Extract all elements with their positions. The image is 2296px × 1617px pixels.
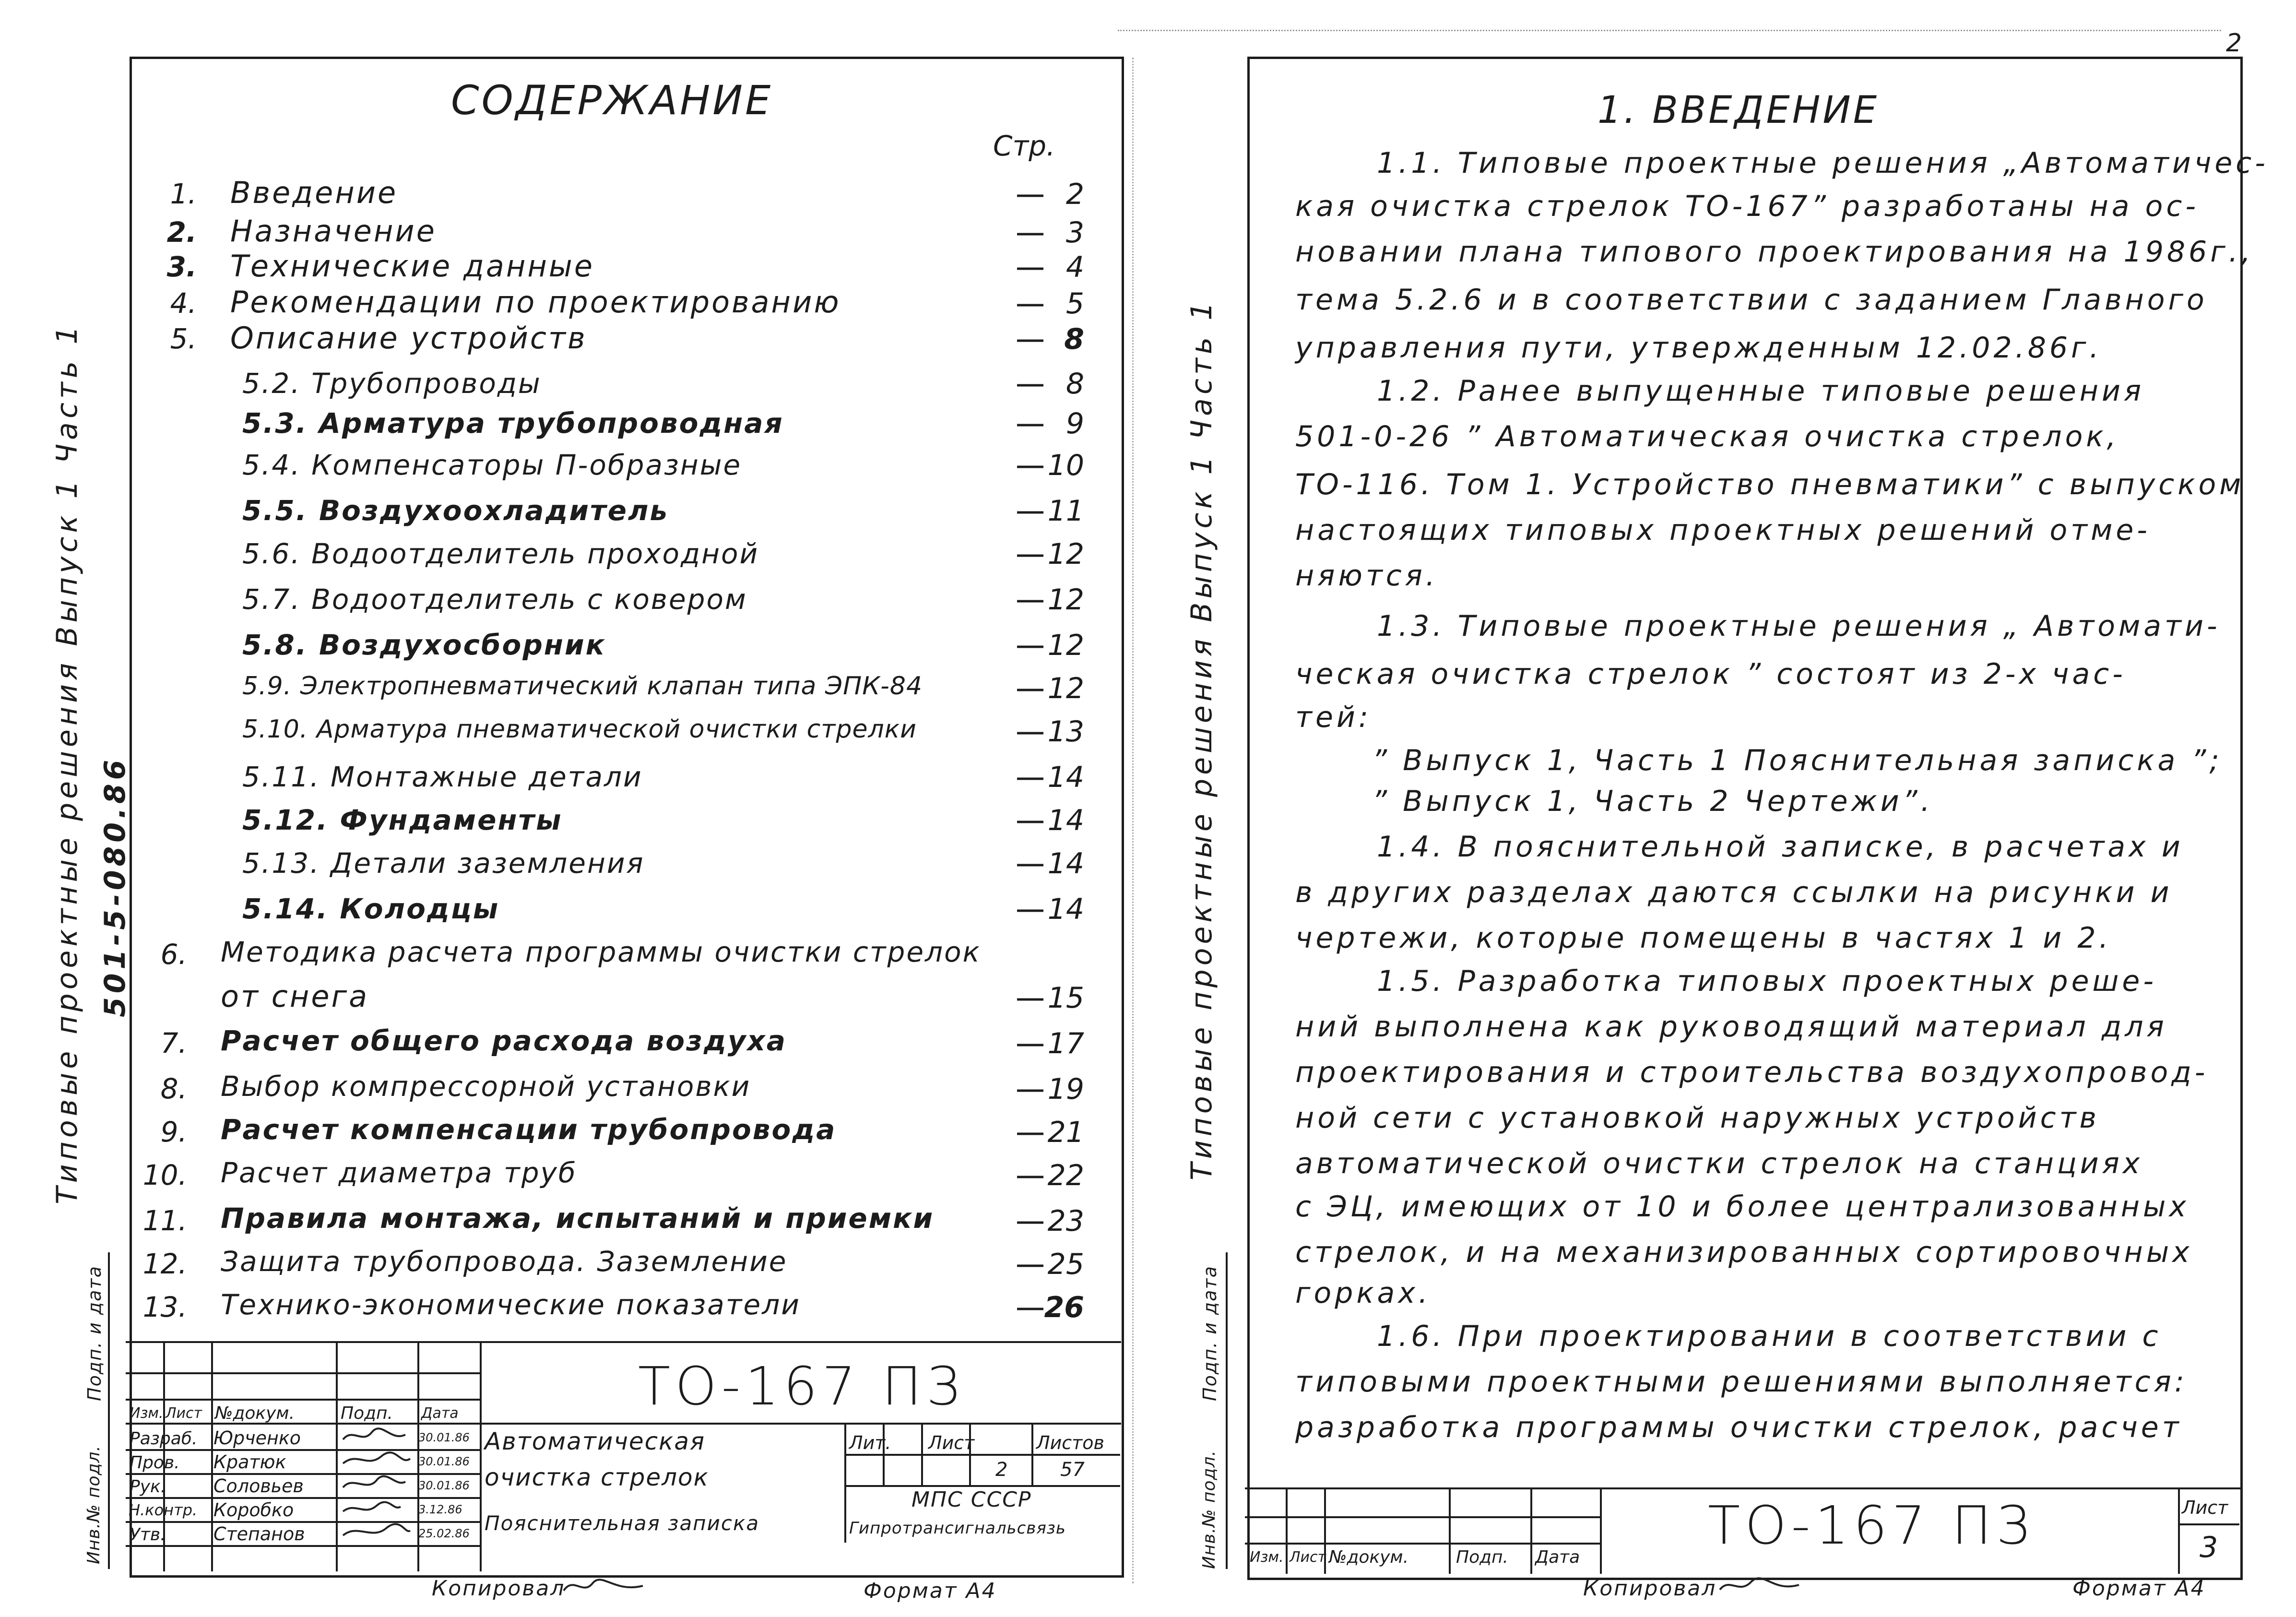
text-line: 501-0-26 ” Автоматическая очистка стрелок, xyxy=(1295,420,2119,453)
text-line: настоящих типовых проектных решений отме- xyxy=(1295,513,2151,547)
toc-text: 5.7. Водоотделитель с ковером xyxy=(242,583,747,616)
text-line: 1.5. Разработка типовых проектных реше- xyxy=(1377,964,2157,998)
toc-text: Расчет общего расхода воздуха xyxy=(221,1024,787,1057)
toc-title: СОДЕРЖАНИЕ xyxy=(451,77,773,124)
right-heading: 1. ВВЕДЕНИЕ xyxy=(1598,89,1880,132)
toc-text: Методика расчета программы очистки стрелок xyxy=(221,936,981,968)
toc-page: 23 xyxy=(1047,1204,1084,1238)
signature-scribbles xyxy=(338,1425,415,1545)
toc-num: 6. xyxy=(160,938,187,971)
text-line: 1.2. Ранее выпущенные типовые решения xyxy=(1377,374,2145,408)
text-line: тей: xyxy=(1295,701,1372,734)
toc-page: 8 xyxy=(1065,367,1084,401)
stamp-strip-bottom: Инв.№ подл. xyxy=(84,1445,104,1564)
left-footer-copied: Копировал xyxy=(432,1576,566,1601)
text-line: автоматической очистки стрелок на станциях xyxy=(1295,1147,2143,1180)
stamp-date: 30.01.86 xyxy=(418,1479,470,1492)
stamp-sheet-label: Лист xyxy=(928,1432,975,1453)
toc-text: Введение xyxy=(230,175,398,210)
toc-num: 10. xyxy=(142,1159,187,1191)
right-stamp-col-date: Дата xyxy=(1535,1547,1580,1567)
right-stamp-doc-code: ТО-167 ПЗ xyxy=(1708,1495,2035,1556)
right-footer-format: Формат А4 xyxy=(2072,1576,2206,1601)
stamp-role: Рук. xyxy=(130,1477,166,1497)
toc-text: 5.13. Детали заземления xyxy=(242,847,645,880)
toc-page: 19 xyxy=(1047,1072,1084,1106)
stamp-role: Пров. xyxy=(130,1453,180,1473)
toc-text: Правила монтажа, испытаний и приемки xyxy=(221,1202,935,1235)
toc-text: Описание устройств xyxy=(230,321,587,356)
toc-page: 11 xyxy=(1047,494,1084,528)
text-line: 1.3. Типовые проектные решения „ Автомати- xyxy=(1377,609,2221,643)
text-line: новании плана типового проектирования на 1986г., xyxy=(1295,235,2254,269)
toc-page: 12 xyxy=(1047,537,1084,571)
toc-page: 5 xyxy=(1065,287,1084,321)
toc-page: 3 xyxy=(1065,216,1084,250)
toc-num: 11. xyxy=(142,1204,187,1237)
text-line: с ЭЦ, имеющих от 10 и более централизованных xyxy=(1295,1190,2189,1224)
toc-text: 5.11. Монтажные детали xyxy=(242,761,643,793)
toc-num: 3. xyxy=(166,250,197,283)
stamp-sheets-label: Листов xyxy=(1036,1432,1104,1453)
toc-text: от снега xyxy=(221,979,369,1014)
toc-text: Технические данные xyxy=(230,249,595,284)
text-line: 1.4. В пояснительной записке, в расчетах и xyxy=(1377,830,2184,864)
left-side-series: 501-5-080.86 xyxy=(98,756,132,1017)
left-footer-format: Формат А4 xyxy=(864,1579,997,1603)
text-line: ” Выпуск 1, Часть 2 Чертежи”. xyxy=(1372,785,1933,818)
toc-page: 21 xyxy=(1047,1116,1084,1149)
stamp-role: Н.контр. xyxy=(129,1501,198,1519)
toc-num: 5. xyxy=(170,322,197,355)
toc-page: 14 xyxy=(1047,761,1084,794)
stamp-title-2: очистка стрелок xyxy=(485,1463,709,1491)
toc-page: 25 xyxy=(1047,1248,1084,1281)
copyist-signature xyxy=(561,1571,648,1600)
right-footer-copied: Копировал xyxy=(1583,1576,1717,1601)
stamp-role: Разраб. xyxy=(130,1429,198,1449)
right-side-label: Типовые проектные решения Выпуск 1 Часть 1 xyxy=(1185,298,1219,1180)
right-stamp-col-sign: Подп. xyxy=(1456,1547,1508,1567)
toc-page: 14 xyxy=(1047,847,1084,880)
right-stamp-strip-bottom: Инв.№ подл. xyxy=(1199,1450,1219,1569)
toc-page: 4 xyxy=(1065,250,1084,284)
toc-text: Назначение xyxy=(230,214,437,249)
toc-text: Выбор компрессорной установки xyxy=(221,1070,751,1103)
stamp-date: 30.01.86 xyxy=(418,1455,470,1468)
right-stamp-col-doc: №докум. xyxy=(1329,1547,1409,1567)
toc-num: 13. xyxy=(142,1291,187,1323)
stamp-person: Соловьев xyxy=(213,1475,304,1497)
right-stamp-col-izm: Изм. xyxy=(1250,1549,1284,1566)
toc-text: 5.4. Компенсаторы П-образные xyxy=(242,449,742,481)
toc-num: 2. xyxy=(166,216,197,249)
text-line: ческая очистка стрелок ” состоят из 2-х час- xyxy=(1295,657,2126,691)
toc-page: 10 xyxy=(1047,449,1084,482)
toc-page: 13 xyxy=(1047,715,1084,749)
text-line: горках. xyxy=(1295,1276,1431,1310)
top-dotted-line xyxy=(1118,30,2221,31)
text-line: тема 5.2.6 и в соответствии с заданием Главного xyxy=(1295,283,2208,317)
stamp-col-izm: Изм. xyxy=(130,1405,164,1422)
toc-text: 5.2. Трубопроводы xyxy=(242,367,542,400)
toc-text: Технико-экономические показатели xyxy=(221,1288,801,1321)
stamp-org-1: МПС СССР xyxy=(911,1487,1032,1512)
text-line: проектирования и строительства воздухопровод- xyxy=(1295,1056,2209,1089)
stamp-title-1: Автоматическая xyxy=(485,1427,706,1455)
stamp-col-date: Дата xyxy=(421,1405,459,1422)
toc-text: Защита трубопровода. Заземление xyxy=(221,1245,788,1278)
toc-num: 7. xyxy=(160,1027,187,1059)
toc-page: 14 xyxy=(1047,804,1084,837)
stamp-col-sign: Подп. xyxy=(341,1403,393,1423)
text-line: разработка программы очистки стрелок, расчет xyxy=(1295,1411,2182,1444)
right-stamp-sheet-value: 3 xyxy=(2200,1531,2219,1564)
text-line: 1.6. При проектировании в соответствии с xyxy=(1377,1320,2162,1353)
toc-page: 12 xyxy=(1047,583,1084,617)
toc-num: 8. xyxy=(160,1072,187,1105)
stamp-role: Утв. xyxy=(130,1525,166,1545)
right-copyist-signature xyxy=(1717,1571,1804,1600)
toc-page: 15 xyxy=(1047,981,1084,1015)
toc-text: 5.14. Колодцы xyxy=(242,892,500,925)
toc-num: 9. xyxy=(160,1116,187,1148)
stamp-sheet-value: 2 xyxy=(995,1459,1008,1481)
toc-text: Расчет компенсации трубопровода xyxy=(221,1113,837,1146)
stamp-date: 25.02.86 xyxy=(418,1527,470,1540)
toc-text: 5.10. Арматура пневматической очистки стрелки xyxy=(242,715,917,744)
text-line: стрелок, и на механизированных сортировочных xyxy=(1295,1236,2193,1269)
text-line: няются. xyxy=(1295,559,1438,593)
text-line: ” Выпуск 1, Часть 1 Пояснительная записка ”; xyxy=(1372,744,2223,777)
toc-text: 5.8. Воздухосборник xyxy=(242,629,606,661)
text-line: ТО-116. Том 1. Устройство пневматики” с выпуском xyxy=(1295,468,2245,501)
stamp-person: Степанов xyxy=(213,1523,305,1545)
toc-num: 4. xyxy=(170,287,197,320)
stamp-date: 3.12.86 xyxy=(418,1503,462,1516)
right-stamp-col-list: Лист xyxy=(1290,1549,1326,1566)
toc-page: 22 xyxy=(1047,1159,1084,1192)
toc-page: 8 xyxy=(1064,322,1084,356)
right-stamp-strip-top: Подп. и дата xyxy=(1199,1265,1220,1401)
text-line: типовыми проектными решениями выполняется: xyxy=(1295,1365,2188,1399)
stamp-person: Кратюк xyxy=(213,1451,286,1473)
text-line: ний выполнена как руководящий материал для xyxy=(1295,1010,2167,1044)
stamp-date: 30.01.86 xyxy=(418,1431,470,1444)
stamp-title-3: Пояснительная записка xyxy=(485,1511,760,1535)
text-line: кая очистка стрелок ТО-167” разработаны на ос- xyxy=(1295,190,2199,223)
stamp-person: Коробко xyxy=(213,1499,294,1521)
toc-page: 9 xyxy=(1065,407,1084,440)
stamp-col-doc: №докум. xyxy=(215,1403,295,1423)
toc-page: 17 xyxy=(1047,1027,1084,1060)
toc-text: 5.12. Фундаменты xyxy=(242,804,563,836)
toc-page: 2 xyxy=(1065,178,1084,211)
page-column-header: Стр. xyxy=(993,130,1055,162)
toc-page: 12 xyxy=(1047,629,1084,662)
toc-leader-dashes xyxy=(1017,173,1051,1324)
page-number: 2 xyxy=(2226,29,2242,58)
stamp-org-2: Гипротрансигнальсвязь xyxy=(849,1519,1066,1538)
text-line: ной сети с установкой наружных устройств xyxy=(1295,1101,2100,1135)
toc-text: Рекомендации по проектированию xyxy=(230,285,841,320)
toc-text: 5.5. Воздухоохладитель xyxy=(242,494,669,527)
toc-text: 5.9. Электропневматический клапан типа ЭПК-84 xyxy=(242,672,923,701)
stamp-strip-top: Подп. и дата xyxy=(84,1265,105,1401)
right-stamp-sheet-label: Лист xyxy=(2182,1497,2228,1518)
text-line: чертежи, которые помещены в частях 1 и 2. xyxy=(1295,921,2112,955)
text-line: в других разделах даются ссылки на рисунки и xyxy=(1295,876,2173,909)
stamp-sheets-value: 57 xyxy=(1060,1459,1085,1481)
toc-text: 5.6. Водоотделитель проходной xyxy=(242,537,759,570)
text-line: управления пути, утвержденным 12.02.86г. xyxy=(1295,331,2102,365)
toc-page: 14 xyxy=(1047,892,1084,926)
toc-page: 26 xyxy=(1044,1291,1084,1324)
stamp-person: Юрченко xyxy=(213,1427,301,1449)
stamp-doc-code: ТО-167 ПЗ xyxy=(638,1355,965,1417)
toc-num: 12. xyxy=(142,1248,187,1280)
stamp-lit-label: Лит. xyxy=(849,1432,891,1453)
toc-page: 12 xyxy=(1047,672,1084,705)
toc-text: 5.3. Арматура трубопроводная xyxy=(242,407,784,440)
left-side-label: Типовые проектные решения Выпуск 1 Часть 1 xyxy=(50,322,84,1204)
stamp-col-list: Лист xyxy=(166,1405,202,1422)
toc-text: Расчет диаметра труб xyxy=(221,1156,577,1189)
left-sheet-edge-tick xyxy=(1132,58,1134,1583)
toc-num: 1. xyxy=(170,178,197,210)
text-line: 1.1. Типовые проектные решения „Автоматичес- xyxy=(1377,146,2269,180)
